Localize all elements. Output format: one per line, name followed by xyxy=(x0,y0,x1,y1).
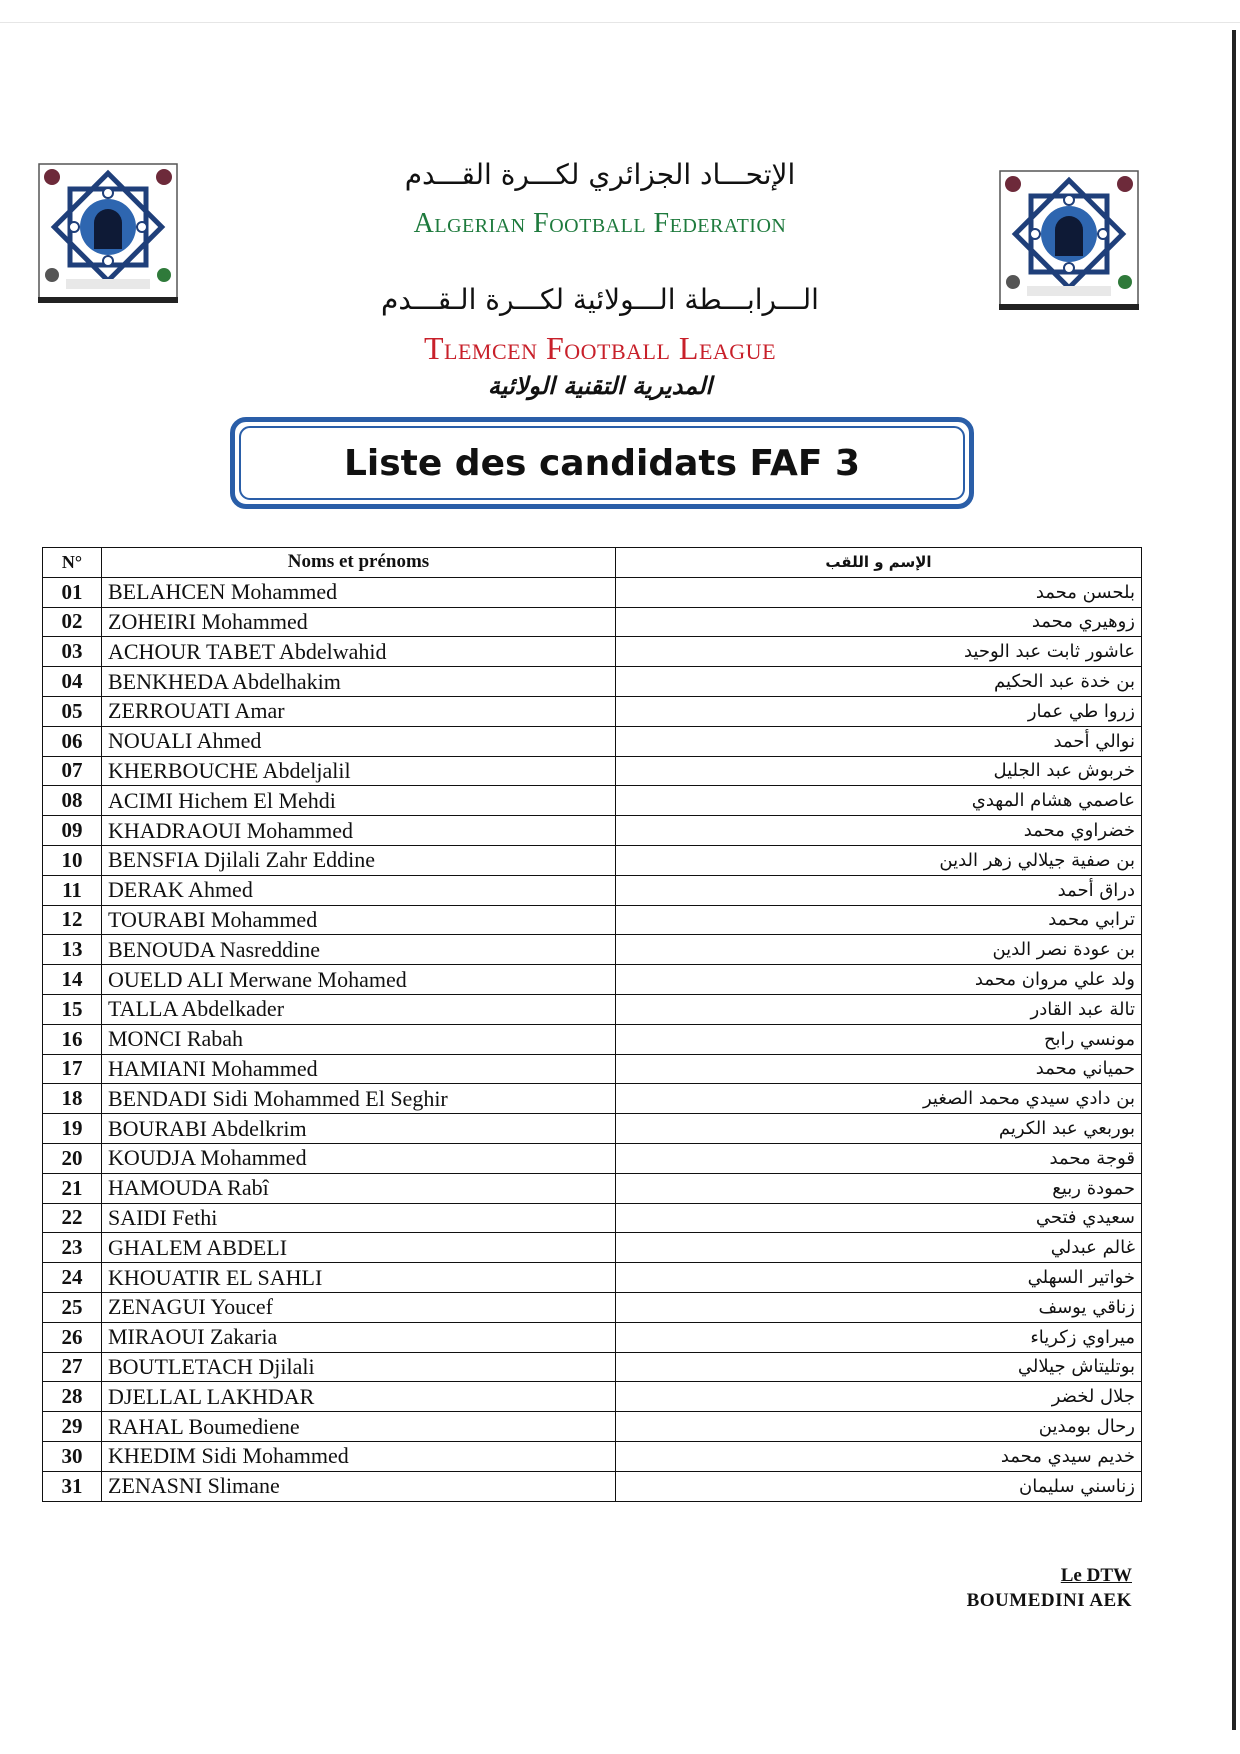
cell-arabic-name: خديم سيدي محمد xyxy=(616,1441,1142,1471)
table-row xyxy=(43,1084,1142,1114)
cell-arabic-name: خواتير السهلي xyxy=(616,1263,1142,1293)
cell-name: MONCI Rabah xyxy=(102,1024,616,1054)
cell-name: MIRAOUI Zakaria xyxy=(102,1322,616,1352)
cell-arabic-name: حمياني محمد xyxy=(616,1054,1142,1084)
title-frame xyxy=(230,417,974,509)
cell-arabic-name: حمودة ربيع xyxy=(616,1173,1142,1203)
cell-arabic-name: عاصمي هشام المهدي xyxy=(616,786,1142,816)
cell-number: 30 xyxy=(43,1441,102,1471)
cell-number: 27 xyxy=(43,1352,102,1382)
table-row xyxy=(43,1382,1142,1412)
cell-number: 07 xyxy=(43,756,102,786)
cell-number: 14 xyxy=(43,965,102,995)
cell-name: BOUTLETACH Djilali xyxy=(102,1352,616,1382)
cell-arabic-name: بن دادي سيدي محمد الصغير xyxy=(616,1084,1142,1114)
league-logo-left xyxy=(38,163,178,303)
cell-name: DERAK Ahmed xyxy=(102,875,616,905)
arabic-directorate-name: المديرية التقنية الولائية xyxy=(487,372,713,400)
cell-number: 31 xyxy=(43,1471,102,1501)
table-row xyxy=(43,1441,1142,1471)
cell-name: ACHOUR TABET Abdelwahid xyxy=(102,637,616,667)
cell-arabic-name: جلال لخضر xyxy=(616,1382,1142,1412)
cell-name: HAMIANI Mohammed xyxy=(102,1054,616,1084)
cell-name: GHALEM ABDELI xyxy=(102,1233,616,1263)
cell-arabic-name: غالم عبدلي xyxy=(616,1233,1142,1263)
table-row xyxy=(43,994,1142,1024)
cell-number: 06 xyxy=(43,726,102,756)
cell-number: 05 xyxy=(43,696,102,726)
cell-arabic-name: زوهيري محمد xyxy=(616,607,1142,637)
cell-number: 20 xyxy=(43,1143,102,1173)
table-row xyxy=(43,607,1142,637)
cell-arabic-name: زروا طي عمار xyxy=(616,696,1142,726)
table-row xyxy=(43,1203,1142,1233)
table-row xyxy=(43,905,1142,935)
table-row xyxy=(43,1352,1142,1382)
signature-name: BOUMEDINI AEK xyxy=(966,1590,1132,1611)
cell-name: TOURABI Mohammed xyxy=(102,905,616,935)
table-row xyxy=(43,1471,1142,1501)
table-row xyxy=(43,1143,1142,1173)
english-federation-name: Algerian Football Federation xyxy=(413,208,787,239)
cell-name: ZERROUATI Amar xyxy=(102,696,616,726)
cell-number: 01 xyxy=(43,577,102,607)
table-row xyxy=(43,816,1142,846)
cell-name: ACIMI Hichem El Mehdi xyxy=(102,786,616,816)
cell-name: KHERBOUCHE Abdeljalil xyxy=(102,756,616,786)
cell-number: 24 xyxy=(43,1263,102,1293)
table-row xyxy=(43,1412,1142,1442)
cell-arabic-name: خضراوي محمد xyxy=(616,816,1142,846)
table-row xyxy=(43,1024,1142,1054)
cell-number: 15 xyxy=(43,994,102,1024)
table-row xyxy=(43,1322,1142,1352)
table-row xyxy=(43,1114,1142,1144)
cell-number: 22 xyxy=(43,1203,102,1233)
cell-number: 28 xyxy=(43,1382,102,1412)
cell-name: KHEDIM Sidi Mohammed xyxy=(102,1441,616,1471)
signature-title: Le DTW xyxy=(1060,1565,1132,1586)
arabic-league-name: الـــرابـــطة الـــولائية لكـــرة الـقـــدم xyxy=(381,283,819,316)
table-row xyxy=(43,1054,1142,1084)
table-row xyxy=(43,1263,1142,1293)
table-row xyxy=(43,637,1142,667)
header-arabic-name: الإسم و اللقب xyxy=(616,548,1142,578)
table-row xyxy=(43,875,1142,905)
table-header-row xyxy=(43,548,1142,578)
cell-name: DJELLAL LAKHDAR xyxy=(102,1382,616,1412)
cell-arabic-name: ولد علي مروان محمد xyxy=(616,965,1142,995)
scan-edge-top xyxy=(0,22,1240,23)
candidates-table xyxy=(42,547,1142,1502)
cell-name: BENDADI Sidi Mohammed El Seghir xyxy=(102,1084,616,1114)
cell-arabic-name: قوجة محمد xyxy=(616,1143,1142,1173)
cell-number: 25 xyxy=(43,1292,102,1322)
cell-number: 10 xyxy=(43,845,102,875)
header-name: Noms et prénoms xyxy=(102,548,616,578)
cell-arabic-name: بن صفية جيلالي زهر الدين xyxy=(616,845,1142,875)
table-row xyxy=(43,786,1142,816)
cell-name: BENSFIA Djilali Zahr Eddine xyxy=(102,845,616,875)
cell-arabic-name: نوالي أحمد xyxy=(616,726,1142,756)
cell-number: 17 xyxy=(43,1054,102,1084)
cell-name: KOUDJA Mohammed xyxy=(102,1143,616,1173)
cell-arabic-name: دراق أحمد xyxy=(616,875,1142,905)
cell-number: 26 xyxy=(43,1322,102,1352)
cell-arabic-name: سعيدي فتحي xyxy=(616,1203,1142,1233)
cell-arabic-name: بلحسن محمد xyxy=(616,577,1142,607)
cell-name: BOURABI Abdelkrim xyxy=(102,1114,616,1144)
cell-name: ZENAGUI Youcef xyxy=(102,1292,616,1322)
cell-name: HAMOUDA Rabî xyxy=(102,1173,616,1203)
cell-arabic-name: خربوش عبد الجليل xyxy=(616,756,1142,786)
table-row xyxy=(43,726,1142,756)
table-row xyxy=(43,577,1142,607)
table-row xyxy=(43,667,1142,697)
cell-arabic-name: زناسني سليمان xyxy=(616,1471,1142,1501)
cell-number: 21 xyxy=(43,1173,102,1203)
scan-edge-right xyxy=(1232,30,1236,1730)
cell-name: NOUALI Ahmed xyxy=(102,726,616,756)
cell-number: 03 xyxy=(43,637,102,667)
cell-arabic-name: مونسي رابح xyxy=(616,1024,1142,1054)
cell-number: 11 xyxy=(43,875,102,905)
cell-name: KHADRAOUI Mohammed xyxy=(102,816,616,846)
cell-name: SAIDI Fethi xyxy=(102,1203,616,1233)
cell-name: KHOUATIR EL SAHLI xyxy=(102,1263,616,1293)
cell-arabic-name: بوتليتاش جيلالي xyxy=(616,1352,1142,1382)
cell-number: 16 xyxy=(43,1024,102,1054)
cell-arabic-name: زناقي يوسف xyxy=(616,1292,1142,1322)
cell-number: 29 xyxy=(43,1412,102,1442)
cell-number: 13 xyxy=(43,935,102,965)
cell-name: TALLA Abdelkader xyxy=(102,994,616,1024)
league-logo-right xyxy=(999,170,1139,310)
table-row xyxy=(43,696,1142,726)
cell-number: 18 xyxy=(43,1084,102,1114)
cell-number: 12 xyxy=(43,905,102,935)
cell-number: 02 xyxy=(43,607,102,637)
document-title: Liste des candidats FAF 3 xyxy=(343,442,861,484)
cell-arabic-name: ترابي محمد xyxy=(616,905,1142,935)
header-number: N° xyxy=(43,548,102,578)
cell-number: 19 xyxy=(43,1114,102,1144)
cell-number: 09 xyxy=(43,816,102,846)
cell-name: BENOUDA Nasreddine xyxy=(102,935,616,965)
cell-name: RAHAL Boumediene xyxy=(102,1412,616,1442)
cell-name: ZOHEIRI Mohammed xyxy=(102,607,616,637)
cell-arabic-name: ميراوي زكرياء xyxy=(616,1322,1142,1352)
cell-arabic-name: بن خدة عبد الحكيم xyxy=(616,667,1142,697)
cell-name: ZENASNI Slimane xyxy=(102,1471,616,1501)
cell-number: 23 xyxy=(43,1233,102,1263)
arabic-federation-name: الإتحـــاد الجزائري لكـــرة القـــدم xyxy=(404,158,796,191)
cell-arabic-name: عاشور ثابت عبد الوحيد xyxy=(616,637,1142,667)
cell-arabic-name: تالة عبد القادر xyxy=(616,994,1142,1024)
table-row xyxy=(43,845,1142,875)
table-row xyxy=(43,1233,1142,1263)
cell-arabic-name: بوربعي عبد الكريم xyxy=(616,1114,1142,1144)
table-row xyxy=(43,965,1142,995)
english-league-name: Tlemcen Football League xyxy=(423,330,777,366)
cell-number: 08 xyxy=(43,786,102,816)
cell-name: BELAHCEN Mohammed xyxy=(102,577,616,607)
cell-arabic-name: رحال بومدين xyxy=(616,1412,1142,1442)
table-row xyxy=(43,1173,1142,1203)
cell-arabic-name: بن عودة نصر الدين xyxy=(616,935,1142,965)
table-row xyxy=(43,756,1142,786)
cell-name: OUELD ALI Merwane Mohamed xyxy=(102,965,616,995)
cell-name: BENKHEDA Abdelhakim xyxy=(102,667,616,697)
cell-number: 04 xyxy=(43,667,102,697)
table-row xyxy=(43,1292,1142,1322)
table-row xyxy=(43,935,1142,965)
